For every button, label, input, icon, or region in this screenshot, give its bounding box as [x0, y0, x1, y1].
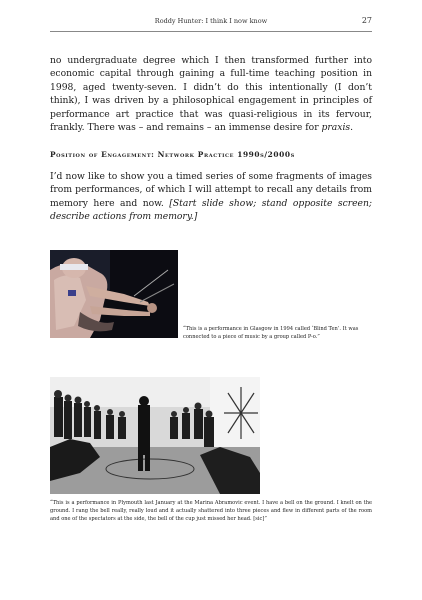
body-paragraph-2 — [50, 170, 372, 224]
paragraph-2-stage-direction: [Start slide show; stand opposite screen; describe actions from memory.] — [50, 197, 372, 223]
figure-2-caption: “This is a performance in Plymouth last January at the Marina Abramovic event. I have a bell on the ground. I knelt on the ground. I rang the bell really, really loud and it actually shattered into three pieces and flew in different parts of the room and one of the spectators at the side, the bell of the cup just missed her head. [sic]” — [50, 500, 372, 522]
performance-photo-plymouth-image — [50, 377, 260, 494]
paragraph-1-text: no undergraduate degree which I then transformed further into economic capital through gaining a full-time teaching position in 1998, aged twenty-seven. I didn’t do this intentionally (I don’t think), I was driven by a philosophical engagement in principles of performance art practice that was quasi-religious in its fervour, frankly. There was – and remains – an immense desire for — [50, 55, 372, 134]
performance-photo-plymouth — [50, 377, 260, 494]
page-header — [50, 17, 372, 32]
performance-photo-glasgow-image — [50, 250, 178, 338]
performance-photo-glasgow — [50, 250, 178, 338]
running-head: Roddy Hunter: I think I now know — [154, 17, 268, 25]
paragraph-2-text: I’d now like to show you a timed series of some fragments of images from performances, of which I will attempt to recall any details from memory here and now. — [50, 171, 372, 209]
section-heading: Position of Engagement: Network Practice 1990s/2000s — [50, 150, 295, 159]
body-paragraph-1 — [50, 54, 372, 134]
paragraph-1-end: . — [350, 122, 354, 134]
figure-1-caption: “This is a performance in Glasgow in 1994 called ‘Blind Ten’. It was connected to a piece of music by a group called P-o.” — [183, 326, 359, 340]
page-number: 27 — [361, 16, 372, 25]
paragraph-1-emphasis: praxis — [321, 122, 351, 134]
